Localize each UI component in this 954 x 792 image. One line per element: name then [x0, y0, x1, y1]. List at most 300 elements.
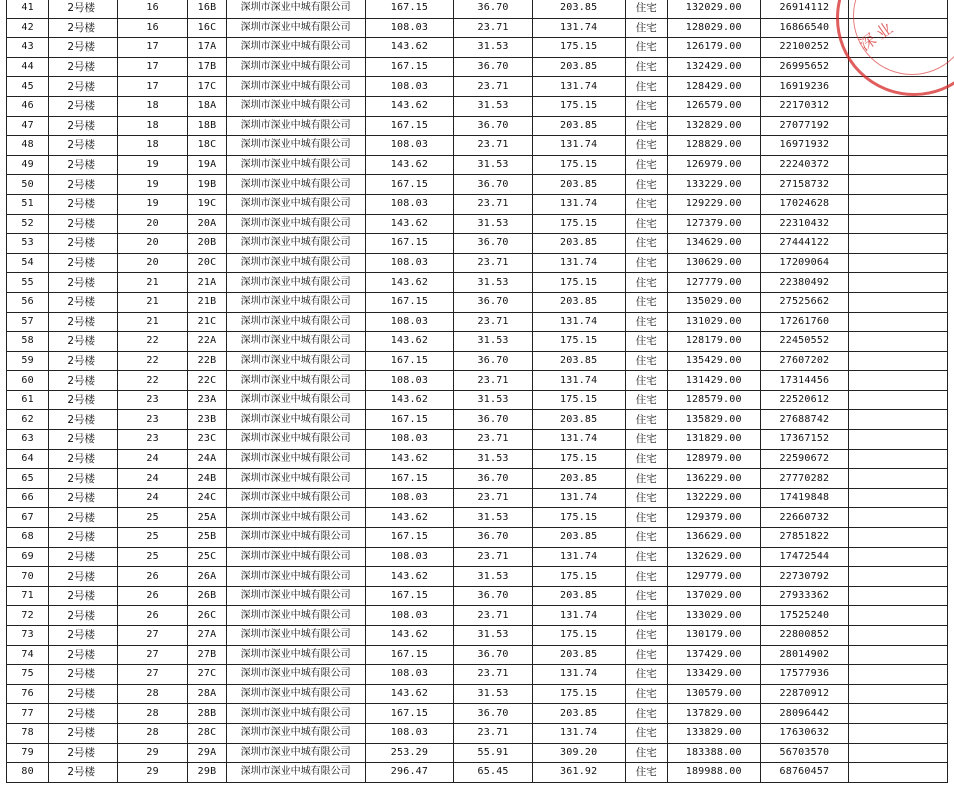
cell-building: 2号楼	[49, 410, 118, 430]
cell-floor: 26	[117, 606, 188, 626]
cell-floor: 24	[117, 469, 188, 489]
cell-shared-area: 23.71	[454, 136, 533, 156]
cell-developer: 深圳市深业中城有限公司	[226, 214, 365, 234]
cell-blank	[849, 430, 948, 450]
cell-floor: 18	[117, 116, 188, 136]
cell-shared-area: 23.71	[454, 194, 533, 214]
cell-unit-price: 134629.00	[667, 234, 760, 254]
cell-total-price: 22170312	[760, 96, 849, 116]
cell-building: 2号楼	[49, 155, 118, 175]
cell-floor: 20	[117, 234, 188, 254]
cell-floor: 22	[117, 332, 188, 352]
cell-total-area: 175.15	[532, 449, 625, 469]
cell-row-number: 52	[7, 214, 49, 234]
cell-blank	[849, 645, 948, 665]
cell-inner-area: 108.03	[365, 371, 454, 391]
cell-developer: 深圳市深业中城有限公司	[226, 684, 365, 704]
cell-row-number: 47	[7, 116, 49, 136]
cell-total-area: 131.74	[532, 253, 625, 273]
cell-total-area: 203.85	[532, 292, 625, 312]
cell-inner-area: 108.03	[365, 723, 454, 743]
cell-developer: 深圳市深业中城有限公司	[226, 488, 365, 508]
cell-total-area: 131.74	[532, 665, 625, 685]
cell-unit: 24A	[188, 449, 226, 469]
cell-unit: 23C	[188, 430, 226, 450]
cell-blank	[849, 469, 948, 489]
cell-unit: 26A	[188, 567, 226, 587]
cell-unit: 20B	[188, 234, 226, 254]
cell-usage: 住宅	[625, 371, 667, 391]
cell-blank	[849, 449, 948, 469]
cell-blank	[849, 96, 948, 116]
cell-shared-area: 23.71	[454, 371, 533, 391]
cell-building: 2号楼	[49, 96, 118, 116]
cell-developer: 深圳市深业中城有限公司	[226, 528, 365, 548]
cell-usage: 住宅	[625, 77, 667, 97]
cell-row-number: 80	[7, 763, 49, 783]
cell-building: 2号楼	[49, 77, 118, 97]
cell-unit-price: 129379.00	[667, 508, 760, 528]
cell-total-area: 203.85	[532, 234, 625, 254]
table-row	[7, 351, 948, 371]
cell-unit: 22B	[188, 351, 226, 371]
cell-unit-price: 128829.00	[667, 136, 760, 156]
cell-shared-area: 36.70	[454, 410, 533, 430]
cell-building: 2号楼	[49, 626, 118, 646]
cell-shared-area: 31.53	[454, 214, 533, 234]
cell-unit-price: 127779.00	[667, 273, 760, 293]
cell-developer: 深圳市深业中城有限公司	[226, 234, 365, 254]
cell-total-area: 175.15	[532, 626, 625, 646]
cell-total-area: 131.74	[532, 488, 625, 508]
cell-floor: 23	[117, 390, 188, 410]
cell-total-price: 22730792	[760, 567, 849, 587]
cell-usage: 住宅	[625, 469, 667, 489]
cell-floor: 17	[117, 38, 188, 58]
cell-unit: 19C	[188, 194, 226, 214]
cell-developer: 深圳市深业中城有限公司	[226, 449, 365, 469]
cell-row-number: 49	[7, 155, 49, 175]
cell-shared-area: 55.91	[454, 743, 533, 763]
cell-developer: 深圳市深业中城有限公司	[226, 136, 365, 156]
cell-total-area: 131.74	[532, 194, 625, 214]
cell-total-price: 22380492	[760, 273, 849, 293]
cell-usage: 住宅	[625, 351, 667, 371]
cell-floor: 27	[117, 665, 188, 685]
cell-total-price: 22590672	[760, 449, 849, 469]
cell-unit-price: 128179.00	[667, 332, 760, 352]
cell-shared-area: 31.53	[454, 155, 533, 175]
cell-building: 2号楼	[49, 0, 118, 18]
cell-floor: 16	[117, 18, 188, 38]
table-row	[7, 626, 948, 646]
cell-inner-area: 167.15	[365, 410, 454, 430]
cell-floor: 25	[117, 508, 188, 528]
cell-building: 2号楼	[49, 488, 118, 508]
cell-unit-price: 137829.00	[667, 704, 760, 724]
cell-usage: 住宅	[625, 332, 667, 352]
cell-row-number: 46	[7, 96, 49, 116]
cell-row-number: 59	[7, 351, 49, 371]
table-row	[7, 665, 948, 685]
cell-total-price: 27077192	[760, 116, 849, 136]
cell-blank	[849, 390, 948, 410]
cell-row-number: 76	[7, 684, 49, 704]
cell-inner-area: 143.62	[365, 390, 454, 410]
cell-unit: 21A	[188, 273, 226, 293]
cell-total-area: 131.74	[532, 136, 625, 156]
cell-total-area: 361.92	[532, 763, 625, 783]
cell-total-price: 22310432	[760, 214, 849, 234]
cell-usage: 住宅	[625, 175, 667, 195]
cell-total-area: 203.85	[532, 469, 625, 489]
cell-total-area: 175.15	[532, 390, 625, 410]
cell-row-number: 44	[7, 57, 49, 77]
cell-unit-price: 126579.00	[667, 96, 760, 116]
cell-row-number: 57	[7, 312, 49, 332]
cell-shared-area: 36.70	[454, 292, 533, 312]
cell-total-area: 131.74	[532, 371, 625, 391]
cell-shared-area: 36.70	[454, 175, 533, 195]
cell-blank	[849, 684, 948, 704]
cell-inner-area: 143.62	[365, 273, 454, 293]
cell-row-number: 63	[7, 430, 49, 450]
cell-building: 2号楼	[49, 371, 118, 391]
cell-shared-area: 31.53	[454, 273, 533, 293]
cell-total-price: 17209064	[760, 253, 849, 273]
cell-developer: 深圳市深业中城有限公司	[226, 18, 365, 38]
cell-unit-price: 128579.00	[667, 390, 760, 410]
cell-building: 2号楼	[49, 273, 118, 293]
table-row	[7, 684, 948, 704]
cell-inner-area: 143.62	[365, 449, 454, 469]
cell-total-area: 131.74	[532, 430, 625, 450]
cell-building: 2号楼	[49, 234, 118, 254]
table-row	[7, 763, 948, 783]
cell-row-number: 51	[7, 194, 49, 214]
cell-inner-area: 108.03	[365, 194, 454, 214]
cell-building: 2号楼	[49, 214, 118, 234]
cell-developer: 深圳市深业中城有限公司	[226, 586, 365, 606]
cell-total-price: 27607202	[760, 351, 849, 371]
cell-unit: 18A	[188, 96, 226, 116]
cell-unit: 26B	[188, 586, 226, 606]
cell-shared-area: 36.70	[454, 0, 533, 18]
cell-unit-price: 130179.00	[667, 626, 760, 646]
cell-shared-area: 23.71	[454, 488, 533, 508]
cell-unit: 25A	[188, 508, 226, 528]
table-row	[7, 57, 948, 77]
cell-total-price: 27851822	[760, 528, 849, 548]
cell-unit: 16B	[188, 0, 226, 18]
cell-developer: 深圳市深业中城有限公司	[226, 567, 365, 587]
cell-row-number: 65	[7, 469, 49, 489]
cell-total-area: 203.85	[532, 410, 625, 430]
cell-unit-price: 133829.00	[667, 723, 760, 743]
cell-total-area: 203.85	[532, 351, 625, 371]
cell-shared-area: 36.70	[454, 586, 533, 606]
cell-inner-area: 167.15	[365, 469, 454, 489]
table-row	[7, 449, 948, 469]
cell-developer: 深圳市深业中城有限公司	[226, 704, 365, 724]
cell-shared-area: 31.53	[454, 626, 533, 646]
cell-usage: 住宅	[625, 743, 667, 763]
table-row	[7, 508, 948, 528]
table-row	[7, 0, 948, 18]
cell-unit: 20A	[188, 214, 226, 234]
cell-shared-area: 36.70	[454, 234, 533, 254]
cell-floor: 28	[117, 704, 188, 724]
cell-unit: 21C	[188, 312, 226, 332]
cell-total-price: 16971932	[760, 136, 849, 156]
table-row	[7, 547, 948, 567]
cell-building: 2号楼	[49, 606, 118, 626]
cell-total-area: 309.20	[532, 743, 625, 763]
cell-developer: 深圳市深业中城有限公司	[226, 371, 365, 391]
table-row	[7, 645, 948, 665]
cell-inner-area: 143.62	[365, 96, 454, 116]
cell-unit: 28A	[188, 684, 226, 704]
cell-total-price: 27444122	[760, 234, 849, 254]
cell-developer: 深圳市深业中城有限公司	[226, 723, 365, 743]
cell-unit-price: 132829.00	[667, 116, 760, 136]
cell-inner-area: 167.15	[365, 175, 454, 195]
cell-total-price: 16866540	[760, 18, 849, 38]
cell-developer: 深圳市深业中城有限公司	[226, 410, 365, 430]
table-row	[7, 18, 948, 38]
cell-shared-area: 23.71	[454, 18, 533, 38]
cell-row-number: 62	[7, 410, 49, 430]
cell-unit: 27C	[188, 665, 226, 685]
cell-unit: 26C	[188, 606, 226, 626]
cell-unit-price: 135829.00	[667, 410, 760, 430]
cell-blank	[849, 665, 948, 685]
table-row	[7, 390, 948, 410]
cell-row-number: 77	[7, 704, 49, 724]
cell-developer: 深圳市深业中城有限公司	[226, 763, 365, 783]
cell-unit: 25C	[188, 547, 226, 567]
cell-inner-area: 143.62	[365, 332, 454, 352]
table-row	[7, 332, 948, 352]
cell-unit-price: 137029.00	[667, 586, 760, 606]
cell-developer: 深圳市深业中城有限公司	[226, 38, 365, 58]
cell-usage: 住宅	[625, 665, 667, 685]
cell-usage: 住宅	[625, 528, 667, 548]
cell-blank	[849, 410, 948, 430]
cell-unit-price: 189988.00	[667, 763, 760, 783]
cell-unit: 23B	[188, 410, 226, 430]
cell-usage: 住宅	[625, 645, 667, 665]
cell-total-area: 131.74	[532, 723, 625, 743]
cell-building: 2号楼	[49, 645, 118, 665]
cell-blank	[849, 38, 948, 58]
cell-usage: 住宅	[625, 449, 667, 469]
cell-total-area: 203.85	[532, 175, 625, 195]
cell-unit: 29B	[188, 763, 226, 783]
table-row	[7, 704, 948, 724]
cell-unit: 21B	[188, 292, 226, 312]
cell-row-number: 43	[7, 38, 49, 58]
cell-developer: 深圳市深业中城有限公司	[226, 96, 365, 116]
cell-usage: 住宅	[625, 214, 667, 234]
cell-building: 2号楼	[49, 18, 118, 38]
cell-unit: 17C	[188, 77, 226, 97]
table-body	[7, 0, 948, 782]
cell-usage: 住宅	[625, 410, 667, 430]
cell-floor: 19	[117, 194, 188, 214]
cell-inner-area: 296.47	[365, 763, 454, 783]
table-row	[7, 312, 948, 332]
cell-blank	[849, 234, 948, 254]
cell-inner-area: 143.62	[365, 626, 454, 646]
cell-inner-area: 143.62	[365, 567, 454, 587]
cell-total-area: 203.85	[532, 528, 625, 548]
cell-unit-price: 132029.00	[667, 0, 760, 18]
cell-total-price: 22870912	[760, 684, 849, 704]
cell-unit-price: 183388.00	[667, 743, 760, 763]
cell-unit: 18C	[188, 136, 226, 156]
cell-building: 2号楼	[49, 449, 118, 469]
cell-unit: 27B	[188, 645, 226, 665]
cell-total-area: 175.15	[532, 684, 625, 704]
cell-total-price: 27770282	[760, 469, 849, 489]
cell-building: 2号楼	[49, 332, 118, 352]
cell-blank	[849, 312, 948, 332]
cell-total-price: 17525240	[760, 606, 849, 626]
cell-shared-area: 36.70	[454, 645, 533, 665]
cell-shared-area: 36.70	[454, 528, 533, 548]
cell-unit-price: 126179.00	[667, 38, 760, 58]
cell-inner-area: 143.62	[365, 684, 454, 704]
cell-building: 2号楼	[49, 312, 118, 332]
cell-usage: 住宅	[625, 116, 667, 136]
cell-floor: 21	[117, 312, 188, 332]
cell-usage: 住宅	[625, 38, 667, 58]
cell-floor: 23	[117, 430, 188, 450]
cell-row-number: 41	[7, 0, 49, 18]
table-row	[7, 586, 948, 606]
cell-usage: 住宅	[625, 704, 667, 724]
cell-developer: 深圳市深业中城有限公司	[226, 312, 365, 332]
cell-usage: 住宅	[625, 684, 667, 704]
cell-floor: 18	[117, 96, 188, 116]
cell-unit-price: 129779.00	[667, 567, 760, 587]
cell-shared-area: 36.70	[454, 116, 533, 136]
cell-total-price: 16919236	[760, 77, 849, 97]
cell-shared-area: 36.70	[454, 704, 533, 724]
cell-row-number: 50	[7, 175, 49, 195]
cell-building: 2号楼	[49, 704, 118, 724]
cell-blank	[849, 547, 948, 567]
cell-unit: 24B	[188, 469, 226, 489]
cell-floor: 29	[117, 743, 188, 763]
cell-floor: 27	[117, 645, 188, 665]
cell-usage: 住宅	[625, 488, 667, 508]
cell-total-area: 203.85	[532, 704, 625, 724]
cell-row-number: 70	[7, 567, 49, 587]
cell-shared-area: 65.45	[454, 763, 533, 783]
cell-developer: 深圳市深业中城有限公司	[226, 508, 365, 528]
cell-floor: 19	[117, 175, 188, 195]
cell-inner-area: 143.62	[365, 214, 454, 234]
cell-floor: 25	[117, 547, 188, 567]
cell-usage: 住宅	[625, 312, 667, 332]
cell-usage: 住宅	[625, 57, 667, 77]
cell-building: 2号楼	[49, 175, 118, 195]
cell-unit-price: 129229.00	[667, 194, 760, 214]
cell-developer: 深圳市深业中城有限公司	[226, 547, 365, 567]
cell-unit-price: 135029.00	[667, 292, 760, 312]
cell-total-price: 56703570	[760, 743, 849, 763]
cell-building: 2号楼	[49, 586, 118, 606]
cell-usage: 住宅	[625, 0, 667, 18]
cell-unit-price: 128979.00	[667, 449, 760, 469]
cell-developer: 深圳市深业中城有限公司	[226, 116, 365, 136]
cell-blank	[849, 57, 948, 77]
cell-inner-area: 167.15	[365, 292, 454, 312]
cell-floor: 28	[117, 723, 188, 743]
table-row	[7, 194, 948, 214]
cell-building: 2号楼	[49, 743, 118, 763]
cell-unit: 25B	[188, 528, 226, 548]
cell-row-number: 64	[7, 449, 49, 469]
cell-unit: 24C	[188, 488, 226, 508]
cell-unit-price: 135429.00	[667, 351, 760, 371]
cell-inner-area: 108.03	[365, 430, 454, 450]
cell-inner-area: 167.15	[365, 645, 454, 665]
cell-floor: 21	[117, 292, 188, 312]
cell-developer: 深圳市深业中城有限公司	[226, 606, 365, 626]
cell-blank	[849, 292, 948, 312]
cell-building: 2号楼	[49, 528, 118, 548]
cell-inner-area: 167.15	[365, 234, 454, 254]
cell-total-price: 17367152	[760, 430, 849, 450]
cell-row-number: 68	[7, 528, 49, 548]
cell-developer: 深圳市深业中城有限公司	[226, 390, 365, 410]
cell-usage: 住宅	[625, 273, 667, 293]
cell-total-price: 22100252	[760, 38, 849, 58]
cell-row-number: 54	[7, 253, 49, 273]
table-row	[7, 488, 948, 508]
cell-unit-price: 130629.00	[667, 253, 760, 273]
cell-blank	[849, 273, 948, 293]
cell-unit: 28B	[188, 704, 226, 724]
cell-unit: 27A	[188, 626, 226, 646]
cell-total-area: 175.15	[532, 155, 625, 175]
cell-shared-area: 36.70	[454, 351, 533, 371]
cell-usage: 住宅	[625, 723, 667, 743]
cell-shared-area: 31.53	[454, 96, 533, 116]
cell-blank	[849, 0, 948, 18]
table-row	[7, 567, 948, 587]
cell-developer: 深圳市深业中城有限公司	[226, 292, 365, 312]
cell-total-area: 203.85	[532, 586, 625, 606]
cell-building: 2号楼	[49, 292, 118, 312]
cell-unit-price: 127379.00	[667, 214, 760, 234]
cell-blank	[849, 175, 948, 195]
table-row	[7, 723, 948, 743]
cell-blank	[849, 136, 948, 156]
cell-developer: 深圳市深业中城有限公司	[226, 253, 365, 273]
cell-unit-price: 131829.00	[667, 430, 760, 450]
cell-shared-area: 31.53	[454, 567, 533, 587]
cell-inner-area: 253.29	[365, 743, 454, 763]
cell-floor: 22	[117, 351, 188, 371]
cell-building: 2号楼	[49, 469, 118, 489]
cell-total-price: 26995652	[760, 57, 849, 77]
cell-inner-area: 108.03	[365, 606, 454, 626]
cell-usage: 住宅	[625, 390, 667, 410]
